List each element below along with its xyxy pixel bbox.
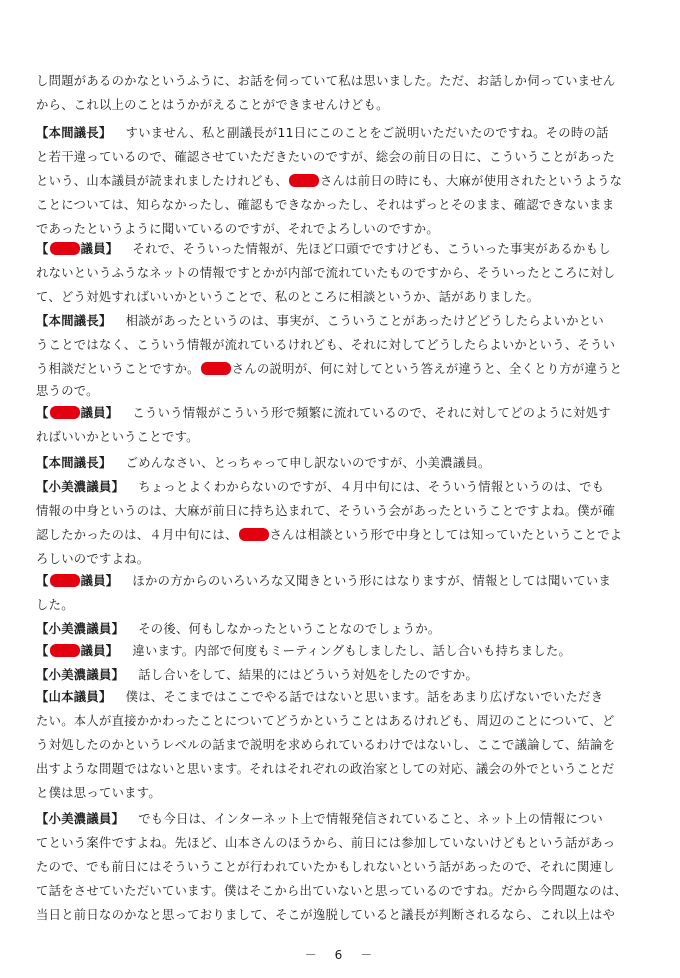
redaction-mark xyxy=(50,574,80,587)
speech-line: 【小美濃議員】 ちょっとよくわからないのですが、４月中旬には、そういう情報というのは、でも xyxy=(36,480,605,494)
speaker-label: 【小美濃議員】 xyxy=(36,480,125,494)
speech-line: 【小美濃議員】 話し合いをして、結果的にはどういう対処をしたのですか。 xyxy=(36,668,479,682)
redaction-mark xyxy=(50,644,80,657)
speaker-label: 【 議員】 xyxy=(36,406,119,420)
body-line: てという案件ですよね。先ほど、山本さんのほうから、前日には参加していないけどもという話があっ xyxy=(36,836,616,850)
speech-line: 【 議員】 こういう情報がこういう形で頻繁に流れているので、それに対してどのように対処す xyxy=(36,406,611,420)
speech-line: 【小美濃議員】 でも今日は、インターネット上で情報発信されていること、ネット上の情報につい xyxy=(36,812,603,826)
redaction-mark xyxy=(289,174,319,187)
body-line: 思うので。 xyxy=(36,384,99,398)
speaker-label: 【山本議員】 xyxy=(36,690,112,704)
body-line: う対処したのかというレベルの話まで説明を求められているわけではないし、ここで議論して、結論を xyxy=(36,738,616,752)
body-line: 出すような問題ではないと思います。それはそれぞれの政治家としての対応、議会の外でということだ xyxy=(36,762,615,776)
speech-line: 【 議員】 ほかの方からのいろいろな又聞きという形にはなりますが、情報としては聞いていま xyxy=(36,574,612,588)
body-line: と若干違っているので、確認させていただきたいのですが、総会の前日の日に、こういうことがあった xyxy=(36,150,616,164)
speaker-label: 【 議員】 xyxy=(36,574,119,588)
body-line: と僕は思っています。 xyxy=(36,786,161,800)
speaker-label: 【小美濃議員】 xyxy=(36,668,125,682)
body-line: う相談だということですか。 さんの説明が、何に対してという答えが違うと、全くとり方が違うと xyxy=(36,362,623,376)
body-line: から、これ以上のことはうかがえることができませんけども。 xyxy=(36,98,389,112)
speaker-label: 【本間議長】 xyxy=(36,314,112,328)
speaker-label: 【小美濃議員】 xyxy=(36,622,125,636)
page-number: － 6 － xyxy=(304,948,376,962)
speech-line: 【 議員】 それで、そういった情報が、先ほど口頭でですけども、こういった事実があるかもし xyxy=(36,242,611,256)
speaker-label: 【本間議長】 xyxy=(36,456,112,470)
body-line: て話をさせていただいています。僕はそこから出ていないと思っているのですね。だから今問題なのは、 xyxy=(36,884,628,898)
body-line: ろしいのですよね。 xyxy=(36,552,150,566)
speech-line: 【本間議長】 ごめんなさい、とっちゃって申し訳ないのですが、小美濃議員。 xyxy=(36,456,491,470)
body-line: れないというふうなネットの情報ですとかが内部で流れていたものですから、そういったところに対し xyxy=(36,266,616,280)
speech-line: 【小美濃議員】 その後、何もしなかったということなのでしょうか。 xyxy=(36,622,441,636)
body-line: うことではなく、こういう情報が流れているけれども、それに対してどうしたらよいかという、そうい xyxy=(36,338,616,352)
speaker-label: 【 議員】 xyxy=(36,242,119,256)
redaction-mark xyxy=(50,242,80,255)
redaction-mark xyxy=(50,406,80,419)
redaction-mark xyxy=(201,362,231,375)
body-line: した。 xyxy=(36,598,74,612)
body-line: ればいいかということです。 xyxy=(36,430,199,444)
body-line: 認したかったのは、４月中旬には、 さんは相談という形で中身としては知っていたということでよ xyxy=(36,528,623,542)
body-line: ことについては、知らなかったし、確認もできなかったし、それはずっとそのまま、確認できないまま xyxy=(36,198,615,212)
speaker-label: 【 議員】 xyxy=(36,644,119,658)
body-line: て、どう対処すればいいかということで、私のところに相談というか、話がありました。 xyxy=(36,290,540,304)
speech-line: 【本間議長】 相談があったというのは、事実が、こういうことがあったけどどうしたらよいかとい xyxy=(36,314,605,328)
speech-line: 【山本議員】 僕は、そこまではここでやる話ではないと思います。話をあまり広げないでいただき xyxy=(36,690,604,704)
speech-line: 【本間議長】 すいません、私と副議長が11日にこのことをご説明いただいたのですね。その時の話 xyxy=(36,126,609,140)
body-line: 情報の中身というのは、大麻が前日に持ち込まれて、そういう会があったということですよね。僕が確 xyxy=(36,504,616,518)
speech-line: 【 議員】 違います。内部で何度もミーティングもしましたし、話し合いも持ちました。 xyxy=(36,644,572,658)
body-line: たので、でも前日にはそういうことが行われていたかもしれないという話があったので、それに関連し xyxy=(36,860,615,874)
body-line: し問題があるのかなというふうに、お話を伺っていて私は思いました。ただ、お話しか伺っていません xyxy=(36,74,616,88)
body-line: 当日と前日なのかなと思っておりまして、そこが逸脱していると議長が判断されるなら、これ以上はや xyxy=(36,908,616,922)
speaker-label: 【小美濃議員】 xyxy=(36,812,125,826)
speaker-label: 【本間議長】 xyxy=(36,126,112,140)
body-line: という、山本議員が読まれましたけれども、 さんは前日の時にも、大麻が使用されたというような xyxy=(36,174,623,188)
body-line: たい。本人が直接かかわったことについてどうかということはあるけれども、周辺のことについて、ど xyxy=(36,714,615,728)
redaction-mark xyxy=(239,528,269,541)
body-line: であったというように聞いているのですが、それでよろしいのですか。 xyxy=(36,222,439,236)
